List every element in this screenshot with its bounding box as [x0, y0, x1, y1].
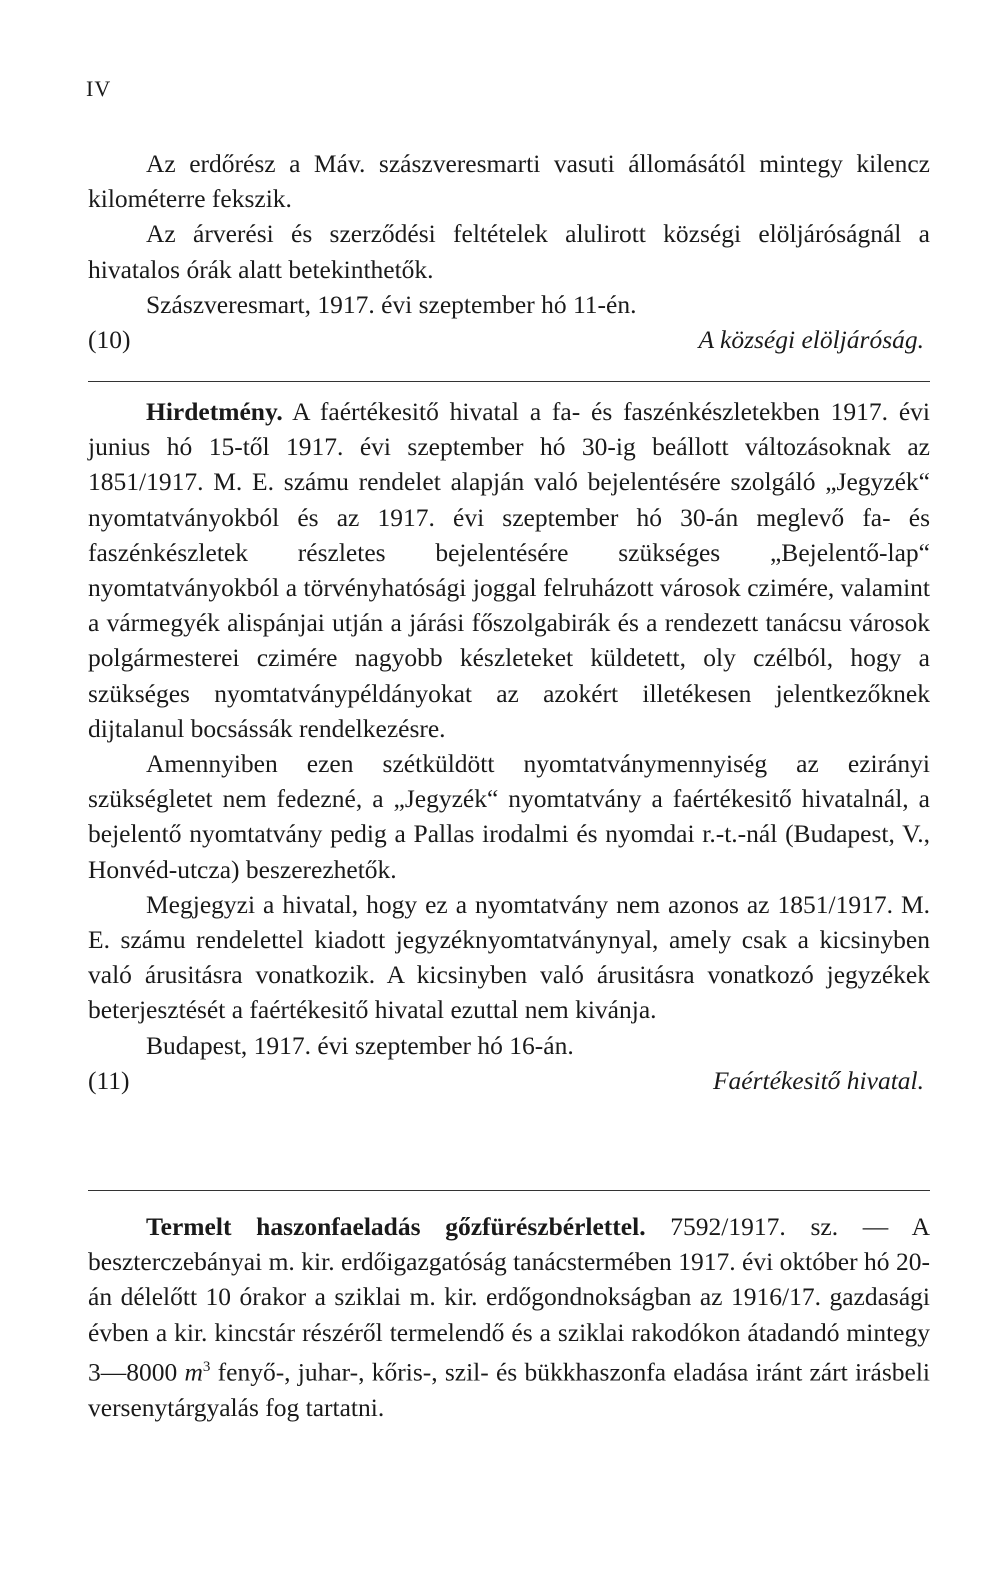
place-date: Budapest, 1917. évi szeptember hó 16-án. [146, 1030, 574, 1060]
signature: Faértékesitő hivatal. [712, 1065, 924, 1095]
page-number: IV [86, 76, 112, 101]
announcement [88, 394, 930, 1098]
unit: m [184, 1357, 203, 1387]
auction-notice-ending [88, 146, 930, 357]
announcement-text: A faértékesitő hivatal a fa- és faszénkészletekben 1917. évi junius hó 15-től 1917. évi szeptember hó 30-ig beállott változásoknak az 1851/1917. M. E. számu rendelet alapján való bejelentésére szolgáló „Jegyzék“ nyomtatványokból és az 1917. évi szeptember hó 30-án meglevő fa- és faszénkészletek részletes bejelentésére szükséges „Bejelentő-lap“ nyomtatványokból a törvényhatósági joggal felruházott városok czimére, valamint a vármegyék alispánjai utján a járási főszolgabirák és a rendezett tanácsu városok polgármesterei czimére nagyobb készleteket küldetett, oly czélból, hogy a szükséges nyomtatványpéldányokat az azokért illetékesen jelentkezőknek dijtalanul bocsássák rendelkezésre. [88, 397, 930, 743]
notice-number: (10) [88, 325, 131, 355]
paragraph: Az árverési és szerződési feltételek alulirott községi elöljáróságnál a hivatalos órák alatt betekinthetők. [88, 219, 930, 284]
sale-text-cont: fenyő-, juhar-, kőris-, szil- és bükkhaszonfa eladása iránt zárt irásbeli versenytárgyalás fog tartatni. [88, 1357, 931, 1422]
unit-exponent: 3 [202, 1358, 211, 1375]
paragraph: Megjegyzi a hivatal, hogy ez a nyomtatvány nem azonos az 1851/1917. M. E. számu rendelettel kiadott jegyzéknyomtatványnyal, amely csak a kicsinyben való árusitásra vonatkozik. A kicsinyben való árusitásra vonatkozó jegyzékek beterjesztését a faértékesitő hivatal ezuttal nem kivánja. [88, 889, 930, 1025]
paragraph: Amennyiben ezen szétküldött nyomtatványmennyiség az ezirányi szükségletet nem fedezné, a „Jegyzék“ nyomtatvány a faértékesitő hivatalnál, a bejelentő nyomtatvány pedig a Pallas irodalmi és nyomdai r.-t.-nál (Budapest, V., Honvéd-utcza) beszerezhetők. [88, 749, 930, 884]
divider [88, 1190, 930, 1191]
announcement-heading: Hirdetmény. [146, 397, 283, 426]
notice-number: (11) [88, 1065, 130, 1095]
paragraph [88, 1209, 930, 1425]
sale-heading: Termelt haszonfaeladás gőzfürészbérlettel. [146, 1212, 646, 1241]
signature: A községi elöljáróság. [698, 325, 924, 355]
sale-text: A beszterczebányai m. kir. erdőigazgatóság tanácstermében 1917. évi október hó 20-án délelőtt 10 órakor a sziklai m. kir. erdőgondnokságban az 1916/17. gazdasági évben a kir. kincstár részéről termelendő és a sziklai rakodókon átadandó mintegy 3—8000 [88, 1212, 931, 1387]
timber-sale-notice [88, 1209, 930, 1425]
signature-row [88, 322, 930, 357]
place-date: Szászveresmart, 1917. évi szeptember hó 11-én. [146, 289, 637, 319]
reference-number: 7592/1917. sz. — [670, 1212, 889, 1241]
paragraph [88, 394, 930, 746]
signature-row [88, 1063, 930, 1098]
divider [88, 381, 930, 382]
paragraph: Az erdőrész a Máv. szászveresmarti vasuti állomásától mintegy kilencz kilométerre fekszik. [88, 149, 930, 214]
